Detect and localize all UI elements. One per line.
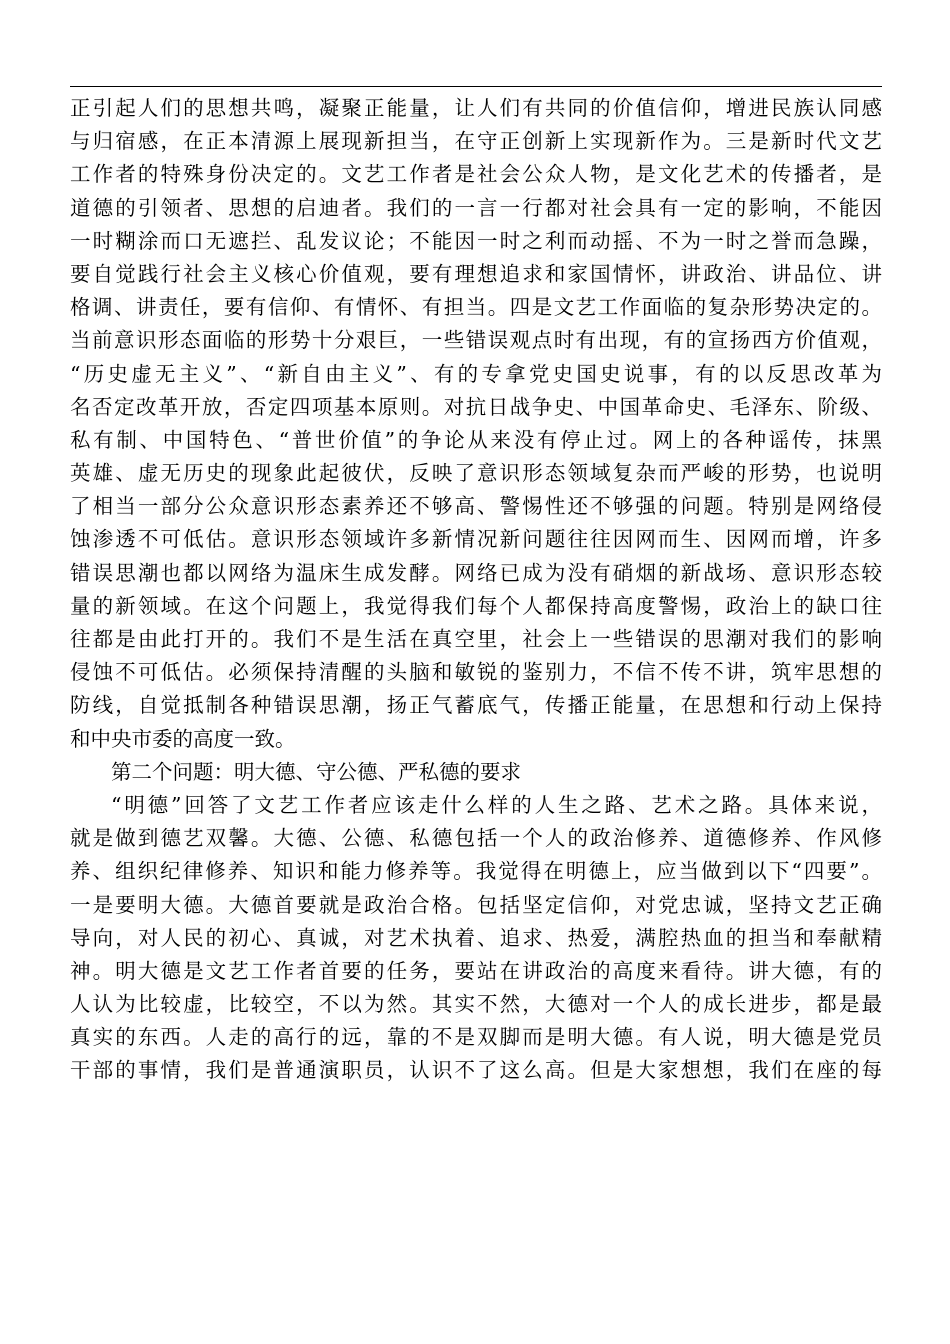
text-line: 一是要明大德。大德首要就是政治合格。包括坚定信仰，对党忠诚，坚持文艺正确	[70, 892, 882, 917]
text-line: 道德的引领者、思想的启迪者。我们的一言一行都对社会具有一定的影响，不能因	[70, 195, 882, 220]
text-line: 了相当一部分公众意识形态素养还不够高、警惕性还不够强的问题。特别是网络侵	[70, 494, 882, 519]
text-line: 量的新领域。在这个问题上，我觉得我们每个人都保持高度警惕，政治上的缺口往	[70, 593, 882, 618]
header-rule	[70, 86, 882, 87]
text-line: 侵蚀不可低估。必须保持清醒的头脑和敏锐的鉴别力，不信不传不讲，筑牢思想的	[70, 660, 882, 685]
text-line: “历史虚无主义”、“新自由主义”、有的专拿党史国史说事，有的以反思改革为	[70, 361, 882, 386]
text-line: “明德”回答了文艺工作者应该走什么样的人生之路、艺术之路。具体来说，	[111, 792, 882, 817]
text-line: 蚀渗透不可低估。意识形态领域许多新情况新问题往往因网而生、因网而增，许多	[70, 527, 882, 552]
text-line: 一时糊涂而口无遮拦、乱发议论；不能因一时之利而动摇、不为一时之誉而急躁，	[70, 228, 882, 253]
text-line: 当前意识形态面临的形势十分艰巨，一些错误观点时有出现，有的宣扬西方价值观，	[70, 328, 882, 353]
text-line: 名否定改革开放，否定四项基本原则。对抗日战争史、中国革命史、毛泽东、阶级、	[70, 394, 882, 419]
text-line: 养、组织纪律修养、知识和能力修养等。我觉得在明德上，应当做到以下“四要”。	[70, 859, 882, 884]
paragraph-2	[70, 789, 882, 1088]
body-text	[70, 92, 882, 1088]
text-line: 人认为比较虚，比较空，不以为然。其实不然，大德对一个人的成长进步，都是最	[70, 992, 882, 1017]
text-line: 导向，对人民的初心、真诚，对艺术执着、追求、热爱，满腔热血的担当和奉献精	[70, 925, 882, 950]
text-line: 正引起人们的思想共鸣，凝聚正能量，让人们有共同的价值信仰，增进民族认同感	[70, 96, 882, 120]
text-line: 防线，自觉抵制各种错误思潮，扬正气蓄底气，传播正能量，在思想和行动上保持	[70, 693, 882, 718]
text-line: 就是做到德艺双馨。大德、公德、私德包括一个人的政治修养、道德修养、作风修	[70, 826, 882, 851]
text-line: 要自觉践行社会主义核心价值观，要有理想追求和家国情怀，讲政治、讲品位、讲	[70, 261, 882, 286]
text-line: 与归宿感，在正本清源上展现新担当，在守正创新上实现新作为。三是新时代文艺	[70, 129, 882, 154]
text-line: 真实的东西。人走的高行的远，靠的不是双脚而是明大德。有人说，明大德是党员	[70, 1025, 882, 1050]
text-line: 往都是由此打开的。我们不是生活在真空里，社会上一些错误的思潮对我们的影响	[70, 627, 882, 651]
paragraph-1	[70, 92, 882, 756]
text-line: 工作者的特殊身份决定的。文艺工作者是社会公众人物，是文化艺术的传播者，是	[70, 162, 882, 187]
text-line: 格调、讲责任，要有信仰、有情怀、有担当。四是文艺工作面临的复杂形势决定的。	[70, 295, 882, 320]
section-heading: 第二个问题：明大德、守公德、严私德的要求	[111, 759, 521, 784]
text-line: 神。明大德是文艺工作者首要的任务，要站在讲政治的高度来看待。讲大德，有的	[70, 958, 882, 983]
text-line: 和中央市委的高度一致。	[70, 726, 296, 751]
text-line: 错误思潮也都以网络为温床生成发酵。网络已成为没有硝烟的新战场、意识形态较	[70, 560, 882, 585]
text-line: 私有制、中国特色、“普世价值”的争论从来没有停止过。网上的各种谣传，抹黑	[70, 427, 882, 452]
text-line: 英雄、虚无历史的现象此起彼伏，反映了意识形态领域复杂而严峻的形势，也说明	[70, 461, 882, 486]
text-line: 干部的事情，我们是普通演职员，认识不了这么高。但是大家想想，我们在座的每	[70, 1058, 882, 1083]
